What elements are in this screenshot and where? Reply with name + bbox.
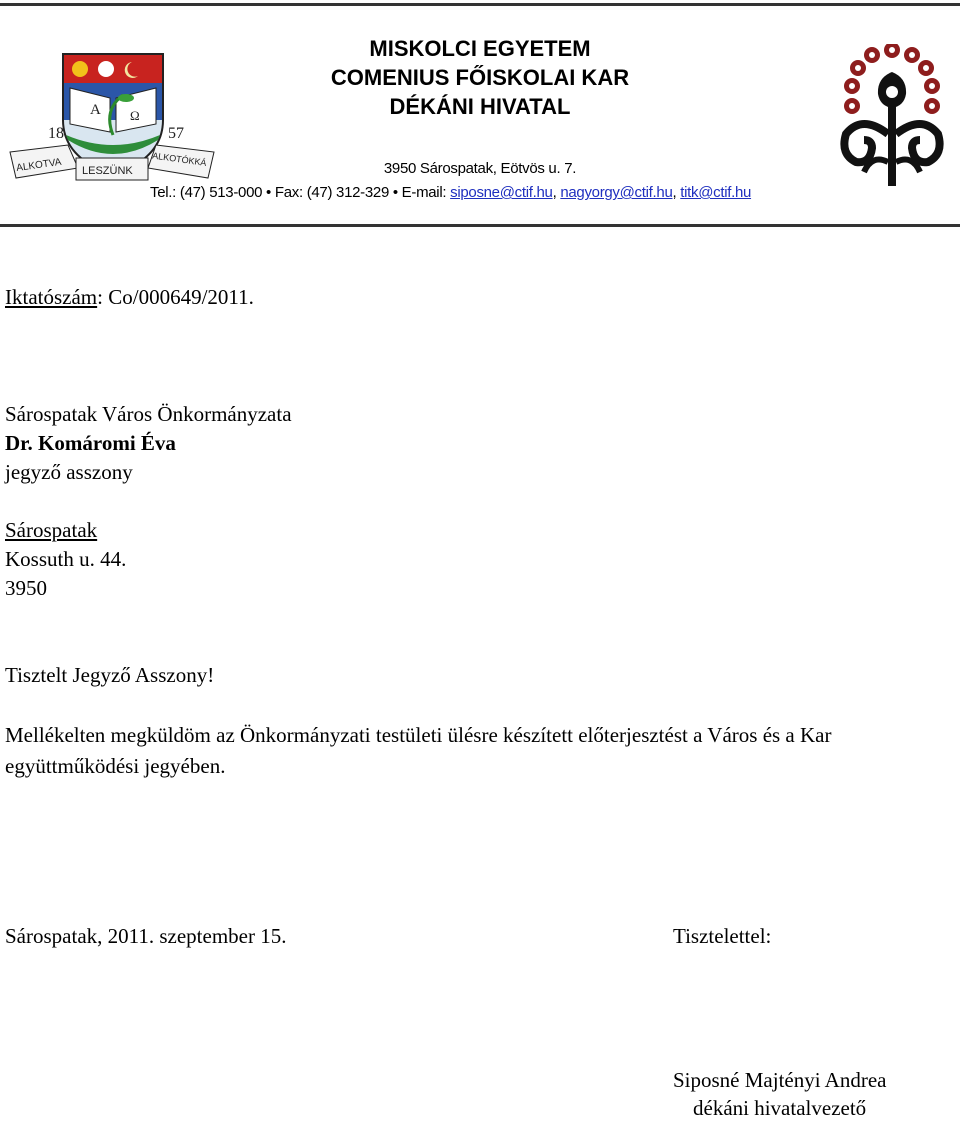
recipient-organization: Sárospatak Város Önkormányzata [5, 402, 292, 426]
recipient-street: Kossuth u. 44. [5, 547, 127, 571]
email-link-nagyorgy[interactable]: nagyorgy@ctif.hu [560, 184, 673, 201]
crest-alpha: A [90, 102, 101, 118]
contact-separator: , [672, 184, 681, 201]
header-address: 3950 Sárospatak, Eötvös u. 7. [383, 160, 577, 177]
crest-banner-left: ALKOTVA [15, 156, 63, 174]
contact-separator: , [552, 184, 561, 201]
email-link-titk[interactable]: titk@ctif.hu [680, 184, 752, 201]
contact-phone-fax: Tel.: (47) 513-000 • Fax: (47) 312-329 • E-mail: [150, 184, 451, 201]
header-bottom-rule [0, 224, 960, 227]
email-link-siposne[interactable]: siposne@ctif.hu [450, 184, 553, 201]
header-top-rule [0, 3, 960, 6]
reference-label: Iktatószám [5, 285, 98, 309]
crest-banner-right: ALKOTÓKKÁ [151, 150, 208, 168]
header-office: DÉKÁNI HIVATAL [389, 94, 571, 119]
crest-year-left: 18 [48, 125, 64, 142]
folk-tree-logo [832, 44, 954, 194]
place-date: Sárospatak, 2011. szeptember 15. [5, 924, 287, 948]
recipient-name: Dr. Komáromi Éva [5, 431, 176, 455]
recipient-zip: 3950 [5, 576, 47, 600]
reference-number [5, 285, 254, 310]
closing: Tisztelettel: [673, 924, 772, 948]
crest-banner-mid: LESZÜNK [82, 165, 133, 177]
header-university: MISKOLCI EGYETEM [369, 36, 591, 61]
header-faculty: COMENIUS FŐISKOLAI KAR [330, 65, 630, 90]
signer-title: dékáni hivatalvezető [693, 1096, 867, 1120]
signer-name: Siposné Majtényi Andrea [673, 1068, 887, 1092]
university-crest-logo [8, 40, 218, 190]
salutation: Tisztelt Jegyző Asszony! [5, 663, 215, 687]
recipient-city: Sárospatak [5, 518, 98, 542]
header-contact [150, 184, 751, 201]
letter-body: Mellékelten megküldöm az Önkormányzati testületi ülésre készített előterjesztést a Város és a Kar együttműködési jegyében. [5, 723, 832, 778]
reference-value: : Co/000649/2011. [97, 285, 254, 309]
crest-year-right: 57 [168, 125, 184, 142]
recipient-title: jegyző asszony [5, 460, 133, 484]
crest-omega: Ω [130, 108, 140, 123]
